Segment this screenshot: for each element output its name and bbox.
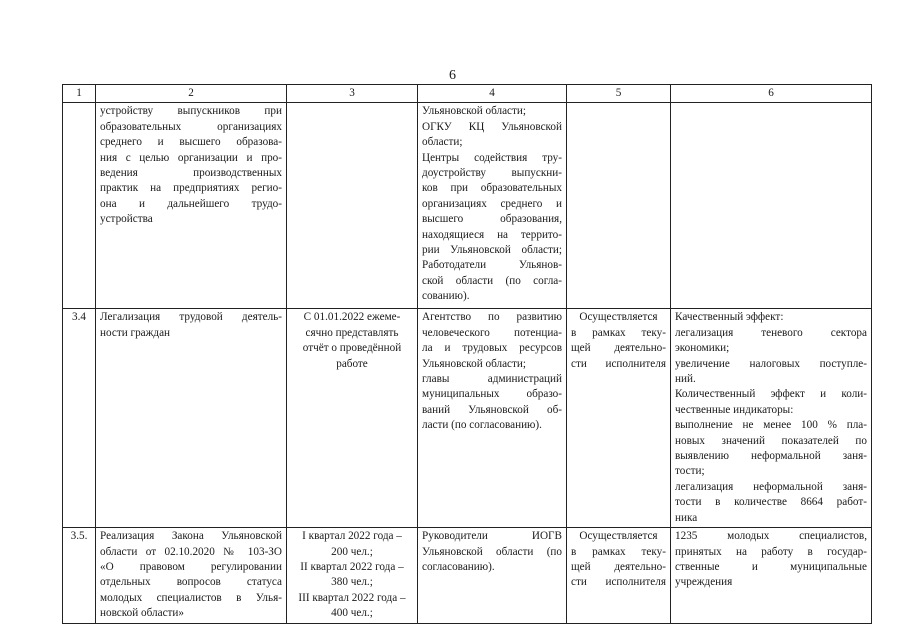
cell-line: Количественный эффект и коли- — [675, 388, 867, 401]
source-cell — [567, 309, 671, 528]
cell-line: I квартал 2022 года – — [302, 530, 402, 543]
cell-line: чественные индикаторы: — [675, 403, 794, 416]
header-cell: 2 — [96, 85, 287, 103]
header-cell: 1 — [63, 85, 96, 103]
cell-line: ваний Ульяновской об- — [422, 403, 562, 416]
deadline-cell — [287, 528, 418, 623]
cell-line: выявлению неформальной заня- — [675, 450, 867, 463]
cell-line: щей деятельно- — [571, 342, 666, 355]
cell-line: устройству выпускников при — [100, 105, 282, 118]
responsible-cell — [418, 103, 567, 309]
cell-line: она и дальнейшего трудо- — [100, 197, 282, 210]
cell-line: согласованию). — [422, 560, 495, 573]
cell-line: молодых специалистов в Улья- — [100, 591, 282, 604]
cell-line: Реализация Закона Ульяновской — [100, 530, 282, 543]
cell-line: легализация теневого сектора — [675, 326, 867, 339]
header-cell: 5 — [567, 85, 671, 103]
cell-line: щей деятельно- — [571, 560, 666, 573]
cell-line: ОГКУ КЦ Ульяновской — [422, 120, 562, 133]
cell-line: Ульяновской области (по — [422, 545, 562, 558]
source-cell — [567, 103, 671, 309]
table-row — [63, 309, 872, 528]
header-cell: 3 — [287, 85, 418, 103]
cell-line: ла и трудовых ресурсов — [422, 342, 562, 355]
row-number-cell: 3.5. — [63, 528, 96, 623]
cell-line: новых значений показателей по — [675, 434, 867, 447]
cell-line: Легализация трудовой деятель- — [100, 311, 282, 324]
cell-line: муниципальных образо- — [422, 388, 562, 401]
responsible-cell — [418, 528, 567, 623]
cell-line: ласти (по согласованию). — [422, 419, 542, 432]
source-cell — [567, 528, 671, 623]
cell-line: сованию). — [422, 290, 470, 303]
cell-line: Руководители ИОГВ — [422, 530, 562, 543]
cell-line: Центры содействия тру- — [422, 151, 562, 164]
cell-line: ний. — [675, 373, 696, 386]
header-cell: 6 — [671, 85, 872, 103]
measure-description-cell — [96, 309, 287, 528]
table-header-row — [63, 85, 872, 103]
cell-line: С 01.01.2022 ежеме- — [303, 311, 401, 324]
result-cell — [671, 309, 872, 528]
cell-line: ния с целью организации и про- — [100, 151, 282, 164]
cell-line: в рамках теку- — [571, 545, 666, 558]
result-cell — [671, 103, 872, 309]
cell-line: устройства — [100, 213, 153, 226]
header-cell: 4 — [418, 85, 567, 103]
cell-line: Осуществляется — [579, 311, 658, 324]
cell-line: новской области» — [100, 607, 184, 620]
table-row — [63, 528, 872, 623]
cell-line: III квартал 2022 года – — [298, 591, 406, 604]
cell-line: 1235 молодых специалистов, — [675, 530, 867, 543]
cell-line: отчёт о проведённой — [302, 342, 402, 355]
cell-line: практик на предприятиях регио- — [100, 182, 282, 195]
cell-line: области от 02.10.2020 № 103-ЗО — [100, 545, 282, 558]
cell-line: в рамках теку- — [571, 326, 666, 339]
responsible-cell — [418, 309, 567, 528]
measure-description-cell — [96, 103, 287, 309]
page-number: 6 — [449, 68, 456, 83]
table-row — [63, 103, 872, 309]
cell-line: сти исполнителя — [571, 357, 666, 370]
deadline-cell — [287, 309, 418, 528]
cell-line: находящиеся на террито- — [422, 228, 562, 241]
cell-line: «О правовом регулировании — [100, 560, 282, 573]
cell-line: сти исполнителя — [571, 576, 666, 589]
cell-line: ской области (по согла- — [422, 274, 562, 287]
cell-line: человеческого потенциа- — [422, 326, 562, 339]
cell-line: увеличение налоговых поступле- — [675, 357, 867, 370]
cell-line: Качественный эффект: — [675, 311, 784, 324]
cell-line: высшего образования, — [422, 213, 562, 226]
result-cell — [671, 528, 872, 623]
cell-line: образовательных организациях — [100, 120, 282, 133]
cell-line: экономики; — [675, 342, 730, 355]
cell-line: ника — [675, 511, 698, 524]
cell-line: II квартал 2022 года – — [300, 560, 404, 573]
cell-line: принятых на работу в государ- — [675, 545, 867, 558]
measures-table — [62, 84, 872, 624]
cell-line: ственные и муниципальные — [675, 560, 867, 573]
cell-line: 380 чел.; — [331, 576, 373, 589]
cell-line: тости в количестве 8664 работ- — [675, 496, 867, 509]
cell-line: Работодатели Ульянов- — [422, 259, 562, 272]
cell-line: 200 чел.; — [331, 545, 373, 558]
cell-line: работе — [336, 357, 368, 370]
cell-line: учреждения — [675, 576, 733, 589]
cell-line: ности граждан — [100, 326, 171, 339]
cell-line: сячно представлять — [305, 326, 399, 339]
cell-line: Осуществляется — [579, 530, 658, 543]
cell-line: 400 чел.; — [331, 607, 373, 620]
row-number-cell: 3.4 — [63, 309, 96, 528]
cell-line: главы администраций — [422, 373, 562, 386]
cell-line: выполнение не менее 100 % пла- — [675, 419, 867, 432]
measure-description-cell — [96, 528, 287, 623]
cell-line: организациях среднего и — [422, 197, 562, 210]
cell-line: ведения производственных — [100, 167, 282, 180]
cell-line: тости; — [675, 465, 705, 478]
cell-line: среднего и высшего образова- — [100, 136, 282, 149]
deadline-cell — [287, 103, 418, 309]
cell-line: ков при образовательных — [422, 182, 562, 195]
cell-line: доустройству выпускни- — [422, 167, 562, 180]
cell-line: рии Ульяновской области; — [422, 244, 562, 257]
cell-line: Ульяновской области; — [422, 105, 527, 118]
cell-line: Ульяновской области; — [422, 357, 527, 370]
cell-line: Агентство по развитию — [422, 311, 562, 324]
cell-line: легализация неформальной заня- — [675, 480, 867, 493]
cell-line: отдельных вопросов статуса — [100, 576, 282, 589]
cell-line: области; — [422, 136, 463, 149]
row-number-cell — [63, 103, 96, 309]
